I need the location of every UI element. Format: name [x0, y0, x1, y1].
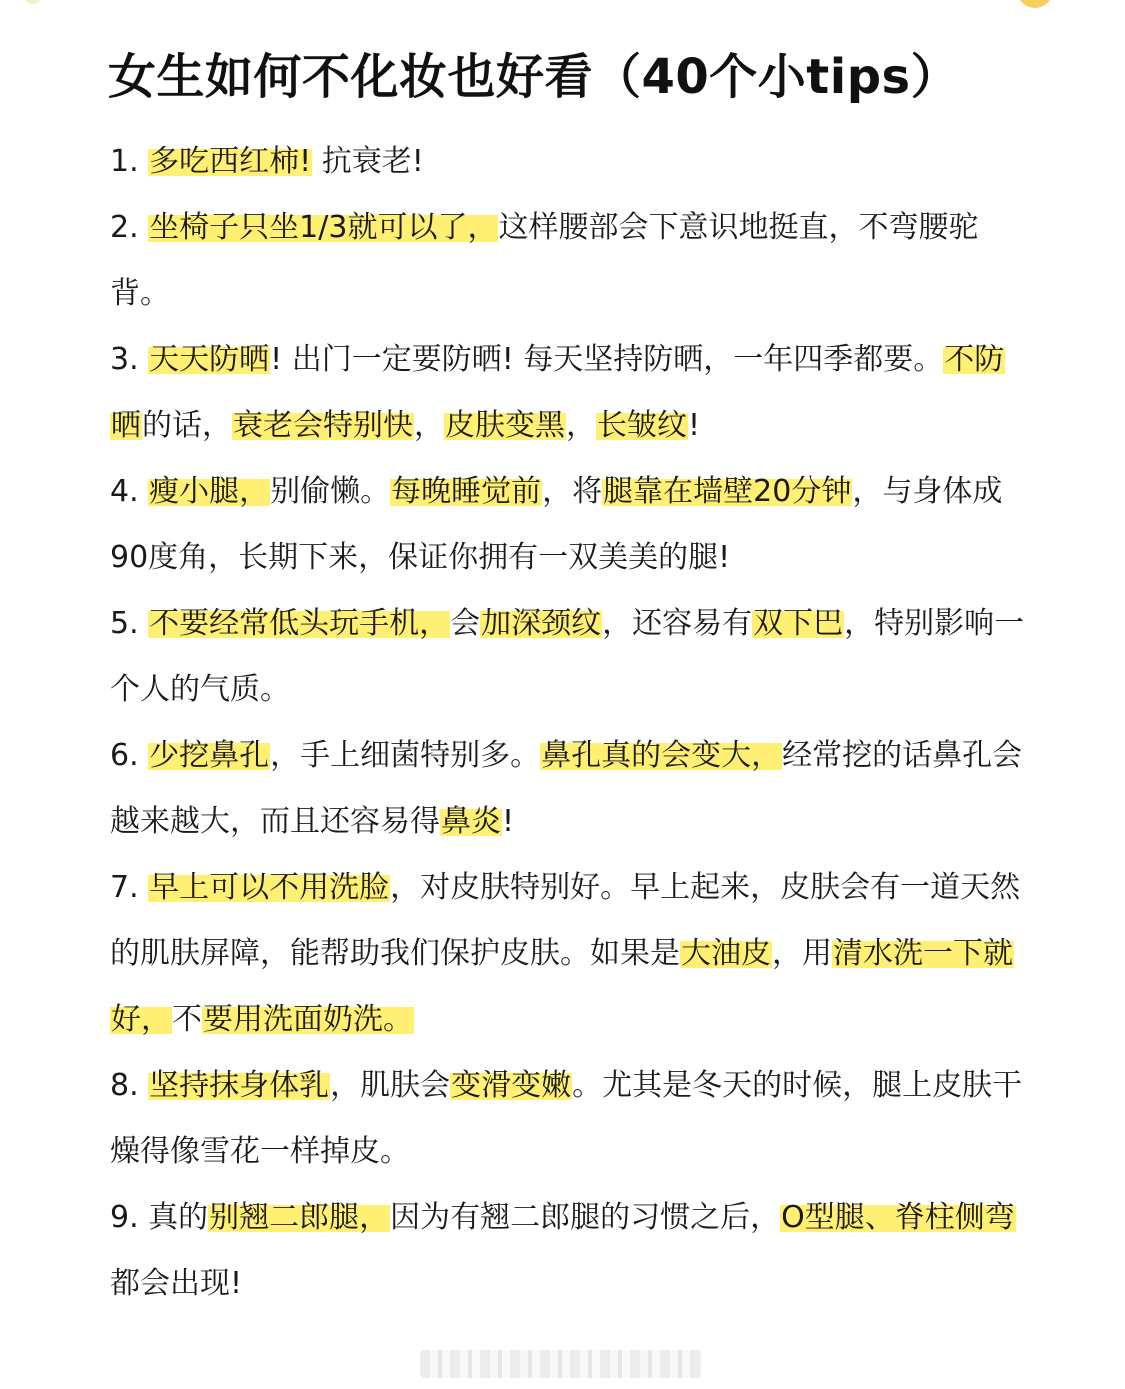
highlighted-text: 双下巴 [753, 606, 844, 641]
highlighted-text: 瘦小腿， [149, 474, 270, 509]
tip-text: 4. [110, 474, 149, 509]
tip-text: ，用 [772, 936, 832, 971]
tip-text: 7. [110, 870, 149, 905]
tip-text: 6. [110, 738, 149, 773]
highlighted-text: 少挖鼻孔 [149, 738, 270, 773]
tip-item [110, 459, 1030, 591]
highlighted-text: 别翘二郎腿， [209, 1200, 390, 1235]
tip-text: 会 [450, 606, 481, 641]
tip-item [110, 1053, 1030, 1185]
tip-text: ，特别影响一个人的气质。 [110, 606, 1025, 707]
tip-text: ，还容易有 [602, 606, 753, 641]
highlighted-text: 腿靠在墙壁20分钟 [603, 474, 852, 509]
highlighted-text: O型腿、脊柱侧弯 [781, 1200, 1015, 1235]
highlighted-text: 要用洗面奶洗。 [203, 1002, 413, 1037]
highlighted-text: 每晚睡觉前 [391, 474, 542, 509]
tips-list [110, 129, 1030, 1317]
tip-item [110, 591, 1030, 723]
tip-text: ! 出门一定要防晒! 每天坚持防晒，一年四季都要。 [270, 342, 944, 377]
corner-badge-left [24, 0, 42, 4]
tip-item [110, 723, 1030, 855]
tip-text: ， [414, 408, 444, 443]
tip-text: ，与身体成90度角，长期下来，保证你拥有一双美美的腿! [110, 474, 1003, 575]
highlighted-text: 多吃西红柿! [149, 144, 312, 179]
tip-item [110, 129, 1030, 195]
highlighted-text: 鼻炎 [441, 804, 501, 839]
highlighted-text: 衰老会特别快 [233, 408, 413, 443]
tip-text: ， [566, 408, 596, 443]
highlighted-text: 坐椅子只坐1/3就可以了， [149, 210, 498, 245]
highlighted-text: 鼻孔真的会变大， [541, 738, 782, 773]
tip-item [110, 855, 1030, 1053]
highlighted-text: 长皱纹 [597, 408, 687, 443]
tip-text: 8. [110, 1068, 149, 1103]
highlighted-text: 皮肤变黑 [445, 408, 565, 443]
highlighted-text: 天天防晒 [149, 342, 270, 377]
highlighted-text: 不防晒 [111, 342, 1005, 443]
tip-text: 9. 真的 [110, 1200, 209, 1235]
tip-text: ，对皮肤特别好。早上起来，皮肤会有一道天然的肌肤屏障，能帮助我们保护皮肤。如果是 [110, 870, 1021, 971]
tip-text: 3. [110, 342, 149, 377]
highlighted-text: 加深颈纹 [481, 606, 602, 641]
tip-text: 。尤其是冬天的时候，腿上皮肤干燥得像雪花一样掉皮。 [110, 1068, 1023, 1169]
tip-text: ! [688, 408, 701, 443]
tip-text: 2. [110, 210, 149, 245]
highlighted-text: 早上可以不用洗脸 [149, 870, 390, 905]
tip-text: 的话， [142, 408, 232, 443]
highlighted-text: 清水洗一下就好， [111, 936, 1013, 1037]
tip-text: 因为有翘二郎腿的习惯之后， [390, 1200, 781, 1235]
tip-text: 5. [110, 606, 149, 641]
tip-item [110, 327, 1030, 459]
tip-text: 都会出现! [110, 1266, 243, 1301]
tip-text: 别偷懒。 [270, 474, 391, 509]
highlighted-text: 不要经常低头玩手机， [149, 606, 450, 641]
blurred-watermark [420, 1350, 702, 1378]
tip-text: ，肌肤会 [330, 1068, 451, 1103]
tip-text: 1. [110, 144, 149, 179]
highlighted-text: 坚持抹身体乳 [149, 1068, 330, 1103]
tip-text: 经常挖的话鼻孔会越来越大，而且还容易得 [110, 738, 1023, 839]
tip-text: ，手上细菌特别多。 [270, 738, 541, 773]
highlighted-text: 大油皮 [681, 936, 771, 971]
tip-text: ，将 [542, 474, 603, 509]
corner-badge [1017, 0, 1053, 8]
tip-text: ! [502, 804, 515, 839]
tip-text: 不 [172, 1002, 202, 1037]
tip-item [110, 195, 1030, 327]
highlighted-text: 变滑变嫩 [451, 1068, 572, 1103]
tip-text: 这样腰部会下意识地挺直，不弯腰驼背。 [110, 210, 979, 311]
page-title: 女生如何不化妆也好看（40个小tips） [108, 49, 960, 105]
tip-text: 抗衰老! [312, 144, 424, 179]
tip-item [110, 1185, 1030, 1317]
